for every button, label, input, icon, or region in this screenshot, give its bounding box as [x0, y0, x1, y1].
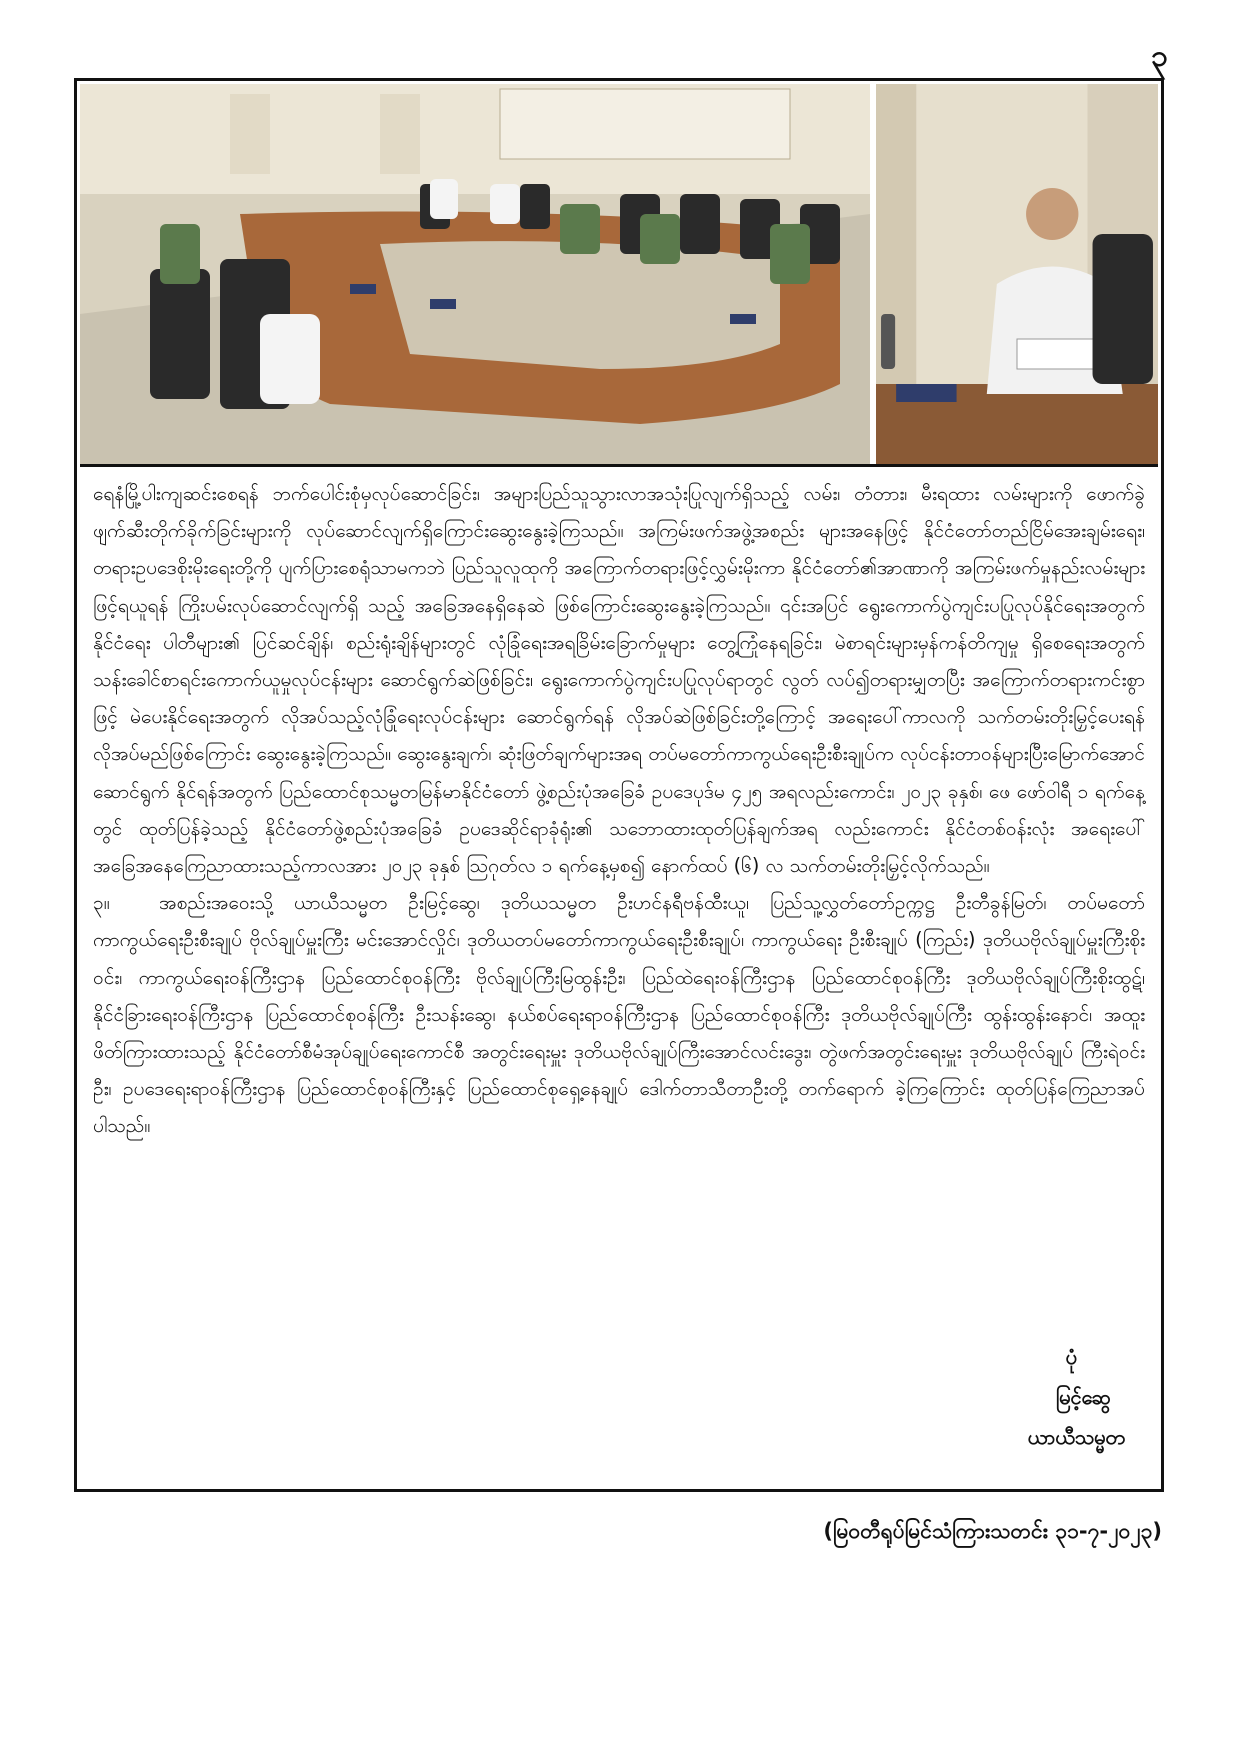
meeting-room-photo [80, 84, 870, 464]
speaker-photo [876, 84, 1158, 464]
source-credit: (မြဝတီရုပ်မြင်သံကြားသတင်း ၃၁-၇-၂၀၂၃) [823, 1519, 1162, 1543]
paragraph-1: ရေနံမြို့ပါးကျဆင်းစေရန် ဘက်ပေါင်းစုံမှလုပ်ဆောင်ခြင်း၊ အများပြည်သူသွားလာအသုံးပြုလျက်ရှိသည့် လမ်း၊ တံတား၊ မီးရထား လမ်းများကို ဖောက်ခွဲဖျက်ဆီးတိုက်ခိုက်ခြင်းများကို လုပ်ဆောင်လျက်ရှိကြောင်းဆွေးနွေးခဲ့ကြသည်။ အကြမ်းဖက်အဖွဲ့အစည်း များအနေဖြင့် နိုင်ငံတော်တည်ငြိမ်အေးချမ်းရေး၊ တရားဥပဒေစိုးမိုးရေးတို့ကို ပျက်ပြားစေရုံသာမကဘဲ ပြည်သူလူထုကို အကြောက်တရားဖြင့်လွှမ်းမိုးကာ နိုင်ငံတော်၏အာဏာကို အကြမ်းဖက်မှုနည်းလမ်းများဖြင့်ရယူရန် ကြိုးပမ်းလုပ်ဆောင်လျက်ရှိ သည့် အခြေအနေရှိနေဆဲ ဖြစ်ကြောင်းဆွေးနွေးခဲ့ကြသည်။ ၎င်းအပြင် ရွေးကောက်ပွဲကျင်းပပြုလုပ်နိုင်ရေးအတွက် နိုင်ငံရေး ပါတီများ၏ ပြင်ဆင်ချိန်၊ စည်းရုံးချိန်များတွင် လုံခြုံရေးအရခြိမ်းခြောက်မှုများ တွေ့ကြုံနေရခြင်း၊ မဲစာရင်းများမှန်ကန်တိကျမှု ရှိစေရေးအတွက် သန်းခေါင်စာရင်းကောက်ယူမှုလုပ်ငန်းများ ဆောင်ရွက်ဆဲဖြစ်ခြင်း၊ ရွေးကောက်ပွဲကျင်းပပြုလုပ်ရာတွင် လွတ် လပ်၍တရားမျှတပြီး အကြောက်တရားကင်းစွာဖြင့် မဲပေးနိုင်ရေးအတွက် လိုအပ်သည့်လုံခြုံရေးလုပ်ငန်းများ ဆောင်ရွက်ရန် လိုအပ်ဆဲဖြစ်ခြင်းတို့ကြောင့် အရေးပေါ်ကာလကို သက်တမ်းတိုးမြှင့်ပေးရန် လိုအပ်မည်ဖြစ်ကြောင်း ဆွေးနွေးခဲ့ကြသည်။ ဆွေးနွေးချက်၊ ဆုံးဖြတ်ချက်များအရ တပ်မတော်ကာကွယ်ရေးဦးစီးချုပ်က လုပ်ငန်းတာဝန်များပြီးမြောက်အောင် ဆောင်ရွက် နိုင်ရန်အတွက် ပြည်ထောင်စုသမ္မတမြန်မာနိုင်ငံတော် ဖွဲ့စည်းပုံအခြေခံ ဥပဒေပုဒ်မ ၄၂၅ အရလည်းကောင်း၊ ၂၀၂၃ ခုနှစ်၊ ဖေ ဖော်ဝါရီ ၁ ရက်နေ့တွင် ထုတ်ပြန်ခဲ့သည့် နိုင်ငံတော်ဖွဲ့စည်းပုံအခြေခံ ဥပဒေဆိုင်ရာခုံရုံး၏ သဘောထားထုတ်ပြန်ချက်အရ လည်းကောင်း နိုင်ငံတစ်ဝန်းလုံး အရေးပေါ်အခြေအနေကြေညာထားသည့်ကာလအား ၂၀၂၃ ခုနှစ် ဩဂုတ်လ ၁ ရက်နေ့မှစ၍ နောက်ထပ် (၆) လ သက်တမ်းတိုးမြှင့်လိုက်သည်။ [93, 482, 1145, 878]
page-number: ၃ [1151, 39, 1168, 74]
signature-label: ပုံ [1065, 1345, 1077, 1369]
signature-name: မြင့်ဆွေ [1055, 1385, 1111, 1409]
document-frame [74, 78, 1164, 1492]
signature-title: ယာယီသမ္မတ [1027, 1425, 1125, 1449]
paragraph-2-wrap [93, 884, 1145, 1144]
paragraph-2-number: ၃။ [93, 891, 110, 915]
photo-strip [80, 84, 1158, 467]
paragraph-2: အစည်းအဝေးသို့ ယာယီသမ္မတ ဦးမြင့်ဆွေ၊ ဒုတိယသမ္မတ ဦးဟင်နရီဗန်ထီးယူ၊ ပြည်သူ့လွှတ်တော်ဥက္ကဋ္ဌ ဦးတီခွန်မြတ်၊ တပ်မတော်ကာကွယ်ရေးဦးစီးချုပ် ဗိုလ်ချုပ်မှူးကြီး မင်းအောင်လှိုင်၊ ဒုတိယတပ်မတော်ကာကွယ်ရေးဦးစီးချုပ်၊ ကာကွယ်ရေး ဦးစီးချုပ် (ကြည်း) ဒုတိယဗိုလ်ချုပ်မှူးကြီးစိုးဝင်း၊ ကာကွယ်ရေးဝန်ကြီးဌာန ပြည်ထောင်စုဝန်ကြီး ဗိုလ်ချုပ်ကြီးမြထွန်းဦး၊ ပြည်ထဲရေးဝန်ကြီးဌာန ပြည်ထောင်စုဝန်ကြီး ဒုတိယဗိုလ်ချုပ်ကြီးစိုးထွဋ်၊ နိုင်ငံခြားရေးဝန်ကြီးဌာန ပြည်ထောင်စုဝန်ကြီး ဦးသန်းဆွေ၊ နယ်စပ်ရေးရာဝန်ကြီးဌာန ပြည်ထောင်စုဝန်ကြီး ဒုတိယဗိုလ်ချုပ်ကြီး ထွန်းထွန်းနောင်၊ အထူးဖိတ်ကြားထားသည့် နိုင်ငံတော်စီမံအုပ်ချုပ်ရေးကောင်စီ အတွင်းရေးမှူး ဒုတိယဗိုလ်ချုပ်ကြီးအောင်လင်းဒွေး၊ တွဲဖက်အတွင်းရေးမှူး ဒုတိယဗိုလ်ချုပ် ကြီးရဲဝင်းဦး၊ ဥပဒေရေးရာဝန်ကြီးဌာန ပြည်ထောင်စုဝန်ကြီးနှင့် ပြည်ထောင်စုရှေ့နေချုပ် ဒေါက်တာသီတာဦးတို့ တက်ရောက် ခဲ့ကြကြောင်း ထုတ်ပြန်ကြေညာအပ်ပါသည်။ [93, 891, 1145, 1138]
signature-block [1028, 1337, 1125, 1457]
body-text [93, 475, 1145, 1145]
